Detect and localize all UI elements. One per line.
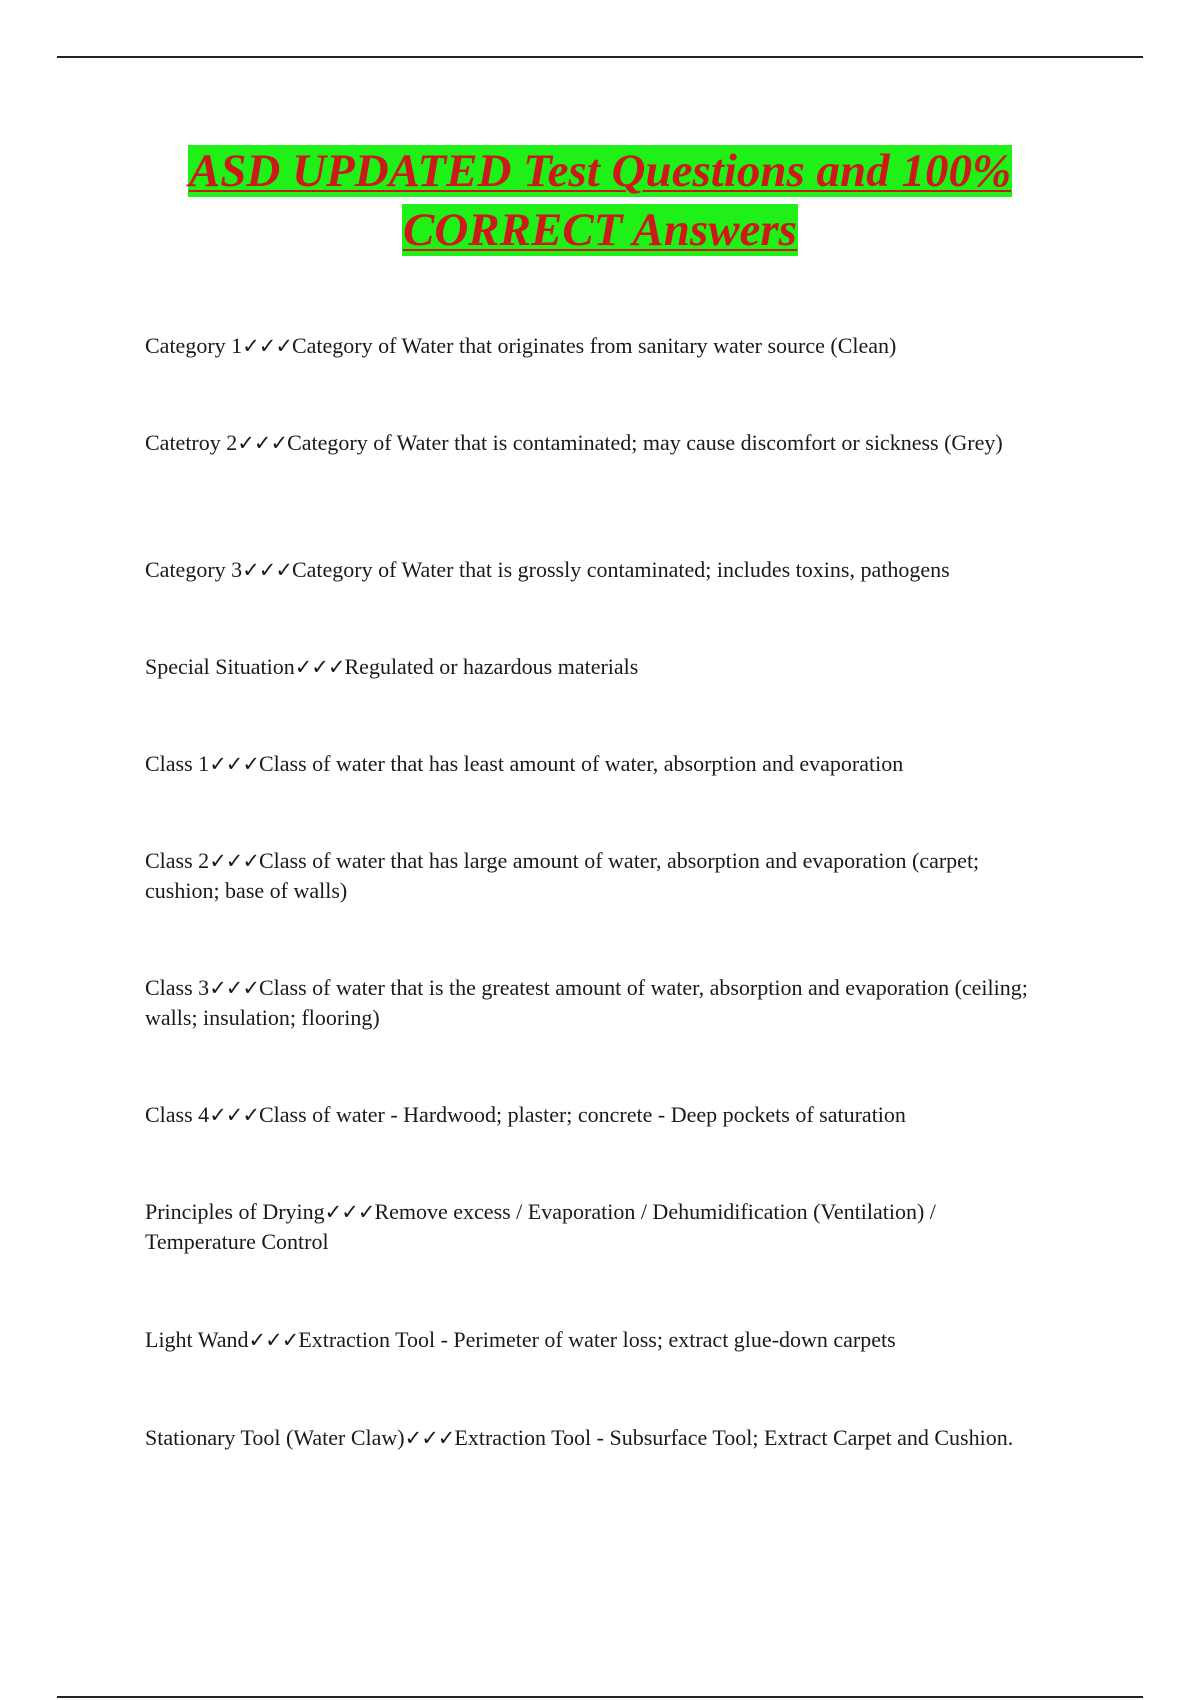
check-marks: ✓✓✓ xyxy=(404,1426,455,1450)
qa-item xyxy=(145,1100,1045,1130)
qa-definition: Class of water that has least amount of water, absorption and evaporation xyxy=(258,751,904,776)
title-highlight: ASD UPDATED Test Questions and 100% CORRECT Answers xyxy=(188,145,1012,256)
qa-term: Class 3 xyxy=(145,975,210,1000)
qa-definition: Class of water - Hardwood; plaster; concrete - Deep pockets of saturation xyxy=(258,1102,906,1127)
qa-definition: Category of Water that is grossly contaminated; includes toxins, pathogens xyxy=(291,557,950,582)
qa-term: Catetroy 2 xyxy=(145,430,238,455)
check-marks: ✓✓✓ xyxy=(209,752,259,776)
check-marks: ✓✓✓ xyxy=(209,976,259,1000)
qa-term: Class 2 xyxy=(145,848,210,873)
qa-term: Light Wand xyxy=(145,1327,249,1352)
qa-definition: Class of water that is the greatest amount of water, absorption and evaporation (ceiling; walls; insulation; flooring) xyxy=(145,975,1028,1030)
check-marks: ✓✓✓ xyxy=(294,655,345,679)
qa-term: Category 3 xyxy=(145,557,243,582)
check-marks: ✓✓✓ xyxy=(242,558,292,582)
check-marks: ✓✓✓ xyxy=(242,334,292,358)
document-title xyxy=(120,142,1080,260)
qa-item xyxy=(145,749,1045,779)
bottom-rule xyxy=(57,1696,1143,1698)
qa-item xyxy=(145,1325,1045,1355)
qa-term: Class 4 xyxy=(145,1102,210,1127)
qa-item xyxy=(145,1423,1045,1453)
qa-term: Special Situation xyxy=(145,654,295,679)
qa-item xyxy=(145,555,1045,585)
qa-item xyxy=(145,331,1045,361)
qa-definition: Category of Water that is contaminated; may cause discomfort or sickness (Grey) xyxy=(287,430,1003,455)
qa-item xyxy=(145,846,1045,906)
check-marks: ✓✓✓ xyxy=(209,1103,259,1127)
check-marks: ✓✓✓ xyxy=(209,849,259,873)
qa-item xyxy=(145,652,1045,682)
check-marks: ✓✓✓ xyxy=(248,1328,299,1352)
qa-definition: Remove excess / Evaporation / Dehumidification (Ventilation) / Temperature Control xyxy=(145,1199,936,1254)
qa-term: Principles of Drying xyxy=(145,1199,325,1224)
qa-item xyxy=(145,973,1045,1033)
qa-item xyxy=(145,1197,1045,1257)
qa-item xyxy=(145,428,1045,458)
check-marks: ✓✓✓ xyxy=(324,1200,375,1224)
qa-definition: Extraction Tool - Perimeter of water loss; extract glue-down carpets xyxy=(298,1327,896,1352)
qa-definition: Category of Water that originates from sanitary water source (Clean) xyxy=(291,333,897,358)
qa-term: Class 1 xyxy=(145,751,210,776)
qa-term: Stationary Tool (Water Claw) xyxy=(145,1425,405,1450)
qa-definition: Class of water that has large amount of water, absorption and evaporation (carpet; cushion; base of walls) xyxy=(145,848,980,903)
check-marks: ✓✓✓ xyxy=(237,431,288,455)
qa-definition: Regulated or hazardous materials xyxy=(344,654,639,679)
qa-term: Category 1 xyxy=(145,333,243,358)
qa-definition: Extraction Tool - Subsurface Tool; Extract Carpet and Cushion. xyxy=(454,1425,1014,1450)
top-rule xyxy=(57,56,1143,58)
